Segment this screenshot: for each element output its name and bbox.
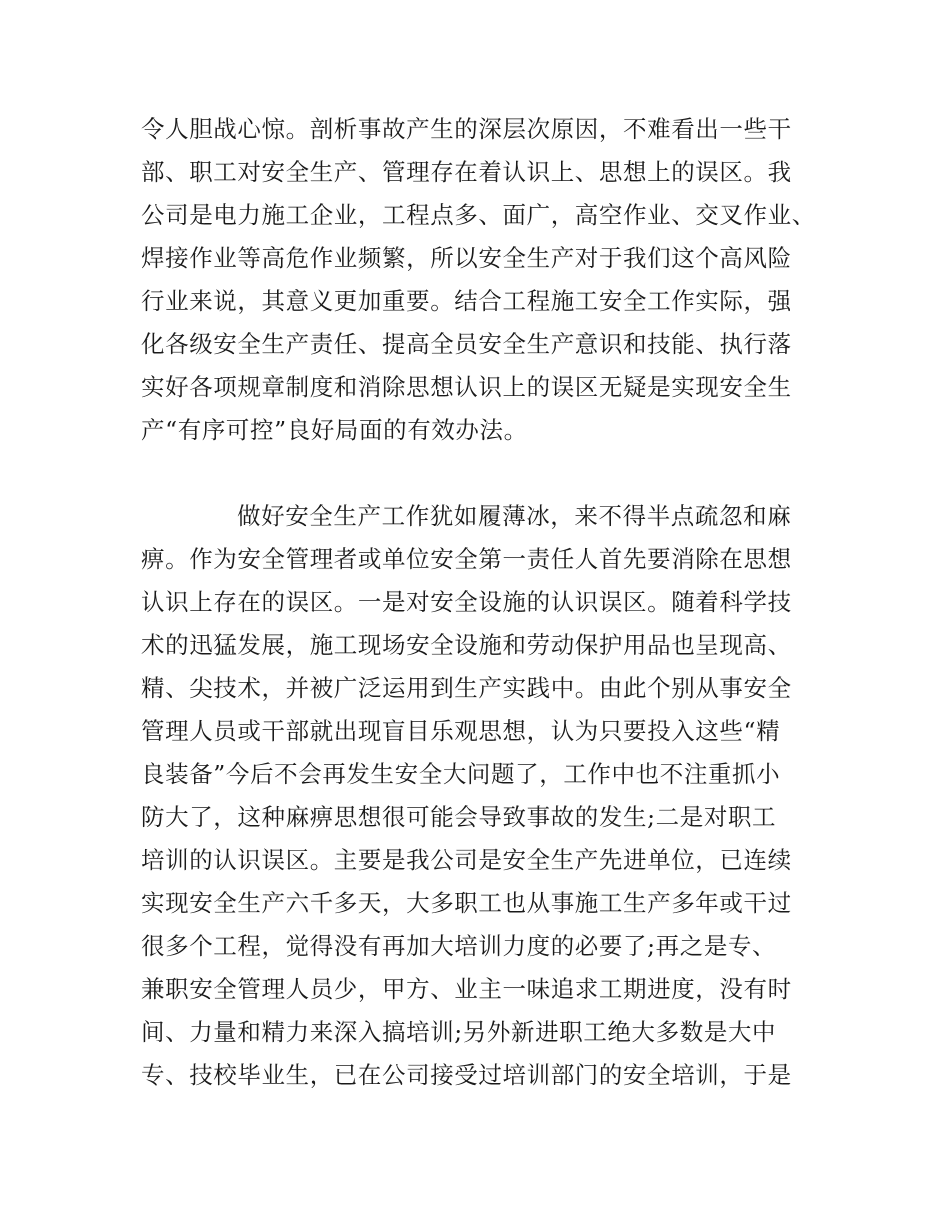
paragraph-line: 间、力量和精力来深入搞培训;另外新进职工绝大多数是大中 xyxy=(141,1018,777,1046)
paragraph-line: 兼职安全管理人员少，甲方、业主一味追求工期进度，没有时 xyxy=(141,975,792,1003)
paragraph-line: 做好安全生产工作犹如履薄冰，来不得半点疏忽和麻 xyxy=(237,502,792,530)
paragraph-line: 认识上存在的误区。一是对安全设施的认识误区。随着科学技 xyxy=(141,588,792,616)
paragraph-line: 管理人员或干部就出现盲目乐观思想，认为只要投入这些“精 xyxy=(141,717,781,745)
paragraph-line: 产“有序可控”良好局面的有效办法。 xyxy=(141,416,528,444)
paragraph-line: 令人胆战心惊。剖析事故产生的深层次原因，不难看出一些干 xyxy=(141,115,792,143)
paragraph-line: 防大了，这种麻痹思想很可能会导致事故的发生;二是对职工 xyxy=(141,803,777,831)
paragraph-line: 化各级安全生产责任、提高全员安全生产意识和技能、执行落 xyxy=(141,330,792,358)
paragraph-line: 很多个工程，觉得没有再加大培训力度的必要了;再之是专、 xyxy=(141,932,777,960)
paragraph-line: 精、尖技术，并被广泛运用到生产实践中。由此个别从事安全 xyxy=(141,674,792,702)
paragraph-line: 焊接作业等高危作业频繁，所以安全生产对于我们这个高风险 xyxy=(141,244,792,272)
paragraph-line: 部、职工对安全生产、管理存在着认识上、思想上的误区。我 xyxy=(141,158,792,186)
paragraph-line: 痹。作为安全管理者或单位安全第一责任人首先要消除在思想 xyxy=(141,545,792,573)
paragraph-line: 术的迅猛发展，施工现场安全设施和劳动保护用品也呈现高、 xyxy=(141,631,792,659)
paragraph-line: 专、技校毕业生，已在公司接受过培训部门的安全培训，于是 xyxy=(141,1061,792,1089)
paragraph-line: 公司是电力施工企业，工程点多、面广，高空作业、交叉作业、 xyxy=(141,201,816,229)
paragraph-line: 实好各项规章制度和消除思想认识上的误区无疑是实现安全生 xyxy=(141,373,792,401)
paragraph-line: 实现安全生产六千多天，大多职工也从事施工生产多年或干过 xyxy=(141,889,792,917)
paragraph-line: 行业来说，其意义更加重要。结合工程施工安全工作实际，强 xyxy=(141,287,792,315)
paragraph-line: 良装备”今后不会再发生安全大问题了，工作中也不注重抓小 xyxy=(141,760,781,788)
paragraph-line: 培训的认识误区。主要是我公司是安全生产先进单位，已连续 xyxy=(141,846,792,874)
